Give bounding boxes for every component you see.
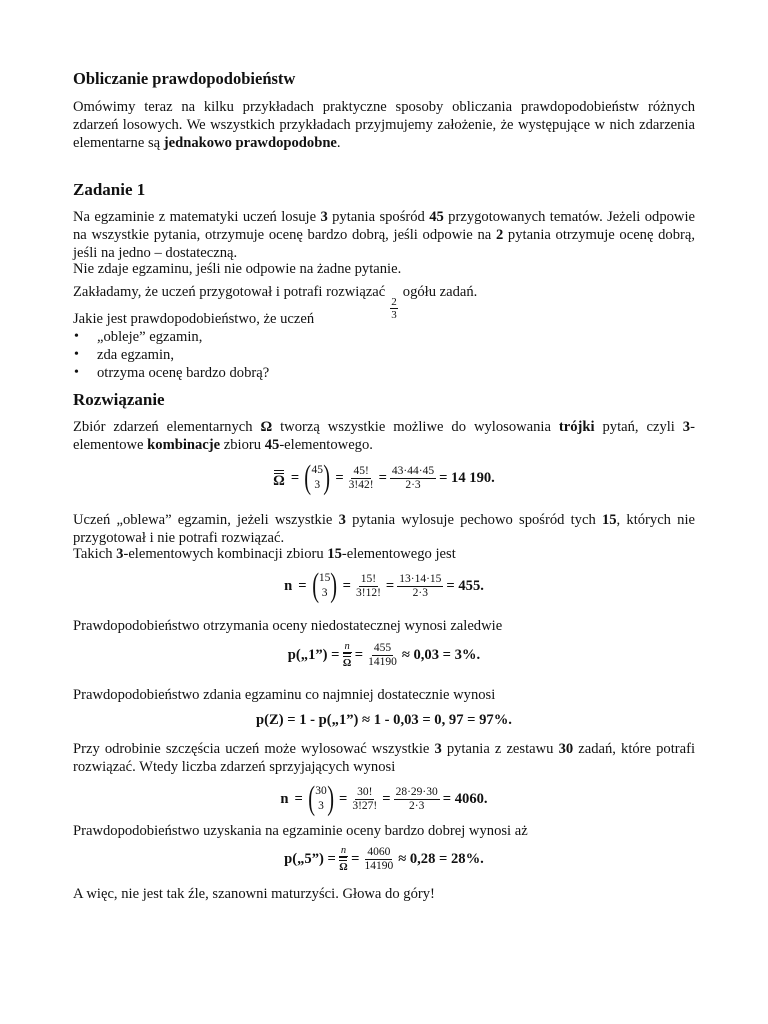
intro-bold: jednakowo prawdopodobne xyxy=(163,135,337,151)
omega-symbol: Ω xyxy=(273,472,285,489)
solution-bold: 15 xyxy=(327,546,342,562)
closing-line: A więc, nie jest tak źle, szanowni maturzyści. Głowa do góry! xyxy=(73,886,435,902)
fraction xyxy=(366,642,399,669)
equals-sign: = xyxy=(298,577,307,594)
fraction xyxy=(347,465,376,492)
fraction-numerator: 2 xyxy=(391,296,397,308)
solution-text: Uczeń „oblewa” egzamin, jeżeli wszystkie xyxy=(73,512,339,528)
equals-sign: = xyxy=(335,469,344,486)
fraction-denominator: 3 xyxy=(391,309,397,321)
binomial-bottom: 3 xyxy=(318,800,324,812)
solution-bold: 3 xyxy=(338,512,346,528)
task-text: Na egzaminie z matematyki uczeń losuje xyxy=(73,209,321,225)
binomial-bottom: 3 xyxy=(321,587,328,599)
equation-n-fail xyxy=(0,569,768,603)
equation-p5: p(„5”) = $\frac{n}{\Omega}$ = $\frac{4060}{14190}$ ≈ 0,28 = 28%. xyxy=(284,845,484,873)
solution-text: pytania z zestawu xyxy=(441,741,559,757)
list-item: • zda egzamin, xyxy=(73,346,269,364)
fraction-denominator: 2·3 xyxy=(412,586,428,599)
binomial: ( 45 3 ) xyxy=(304,459,331,496)
intro-text: Omówimy teraz na kilku przykładach praktyczne sposoby obliczania prawdopodobieństw różnych zdarzeń losowych. We wszystkich przykładach przyjmujemy założenie, że występujące w nich zdarzenia elementarne są xyxy=(73,99,695,151)
omega-denominator xyxy=(339,857,347,874)
fraction-numerator: 45! xyxy=(353,464,369,477)
binomial: ( 30 3 ) xyxy=(308,780,334,817)
task-question: Jakie jest prawdopodobieństwo, że uczeń xyxy=(73,311,315,327)
omega-symbol: Ω xyxy=(339,862,348,873)
solution-text: Przy odrobinie szczęścia uczeń może wylosować wszystkie xyxy=(73,741,435,757)
solution-text: Zbiór zdarzeń elementarnych xyxy=(73,419,261,435)
equation-result: = 455. xyxy=(446,577,484,594)
solution-text: , których nie przygotował i nie potrafi rozwiązać. xyxy=(73,512,695,546)
solution-text: -elementowego jest xyxy=(341,546,456,562)
question-list xyxy=(73,328,269,382)
intro-paragraph xyxy=(73,98,695,152)
equation-result: = 4060. xyxy=(442,790,488,807)
equation-lhs: n xyxy=(280,790,289,807)
equals-sign: = xyxy=(378,469,387,486)
fraction-denominator: 3!12! xyxy=(356,586,381,599)
omega-denominator xyxy=(343,653,351,670)
equals-sign: = xyxy=(382,790,391,807)
solution-text: -elementowych kombinacji zbioru xyxy=(123,546,328,562)
fraction xyxy=(343,641,352,670)
fraction-numerator: n xyxy=(340,845,347,856)
solution-paragraph-5: Prawdopodobieństwo zdania egzaminu co najmniej dostatecznie wynosi xyxy=(73,687,496,703)
equation-lhs: p(„1”) = xyxy=(287,647,340,663)
fraction-denominator: 14190 xyxy=(368,656,397,668)
task-text: Zakładamy, że uczeń przygotował i potrafi rozwiązać xyxy=(73,284,386,300)
solution-paragraph-1 xyxy=(73,418,695,454)
fraction-numerator: 43·44·45 xyxy=(391,464,435,477)
fraction xyxy=(390,465,436,492)
equals-sign: = xyxy=(339,790,348,807)
fraction-denominator: 3!27! xyxy=(352,799,378,812)
equals-sign: = xyxy=(290,469,300,486)
solution-bold: 15 xyxy=(601,512,617,528)
solution-paragraph-3 xyxy=(73,545,695,563)
solution-paragraph-7: Prawdopodobieństwo uzyskania na egzaminie oceny bardzo dobrej wynosi aż xyxy=(73,823,528,839)
intro-end: . xyxy=(336,135,341,151)
page-title: Obliczanie prawdopodobieństw xyxy=(73,69,296,88)
task-text: pytania otrzymuje ocenę dobrą, jeśli na jedno – dostateczną. xyxy=(73,227,696,261)
binomial: ( 15 3 ) xyxy=(311,567,338,604)
fraction-numerator: 455 xyxy=(373,642,392,654)
equals-sign: = xyxy=(385,577,395,594)
equation-p1: p(„1”) = $\frac{n}{\Omega}$ = $\frac{455}{14190}$ ≈ 0,03 = 3%. xyxy=(287,641,481,669)
list-item: • otrzyma ocenę bardzo dobrą? xyxy=(73,364,269,382)
task-heading: Zadanie 1 xyxy=(73,180,146,199)
equation-omega xyxy=(0,461,768,495)
equation-result: ≈ 0,03 = 3%. xyxy=(401,647,481,663)
solution-bold: kombinacje xyxy=(147,437,221,453)
equation-pz xyxy=(0,712,768,729)
omega-symbol: Ω xyxy=(342,658,352,669)
equation-lhs: p(„5”) = xyxy=(284,851,336,867)
fraction xyxy=(394,786,440,813)
binomial-top: 30 xyxy=(315,785,327,797)
solution-heading: Rozwiązanie xyxy=(73,390,165,409)
binomial-top: 15 xyxy=(318,572,331,584)
fraction-numerator: 4060 xyxy=(367,846,391,858)
task-paragraph xyxy=(73,208,695,262)
fraction-numerator: n xyxy=(344,641,350,652)
solution-paragraph-6 xyxy=(73,740,695,776)
fraction-numerator: 28·29·30 xyxy=(395,785,438,798)
fraction-denominator: 2·3 xyxy=(405,478,421,491)
task-num: 2 xyxy=(495,227,504,243)
solution-bold: 30 xyxy=(558,741,574,757)
solution-text: zbioru xyxy=(220,437,265,453)
equation-text: p(Z) = 1 - p(„1”) ≈ 1 - 0,03 = 0, 97 = 97%. xyxy=(256,712,512,728)
omega-symbol: Ω xyxy=(260,419,273,435)
solution-bold: 3 xyxy=(682,419,691,435)
list-item: • „obleje” egzamin, xyxy=(73,328,269,346)
fraction xyxy=(362,846,395,873)
equation-result: ≈ 0,28 = 28%. xyxy=(398,851,484,867)
solution-paragraph-2 xyxy=(73,511,695,547)
solution-text: -elementowe xyxy=(73,419,695,453)
solution-text: Takich xyxy=(73,546,117,562)
task-num: 3 xyxy=(320,209,328,225)
fraction-numerator: 30! xyxy=(357,785,373,798)
binomial-bottom: 3 xyxy=(314,479,321,491)
fraction-numerator: 15! xyxy=(360,572,377,585)
solution-text: zadań, które potrafi rozwiązać. Wtedy liczba zdarzeń sprzyjających wynosi xyxy=(73,741,695,775)
fraction-numerator: 13·14·15 xyxy=(399,572,442,585)
solution-paragraph-4: Prawdopodobieństwo otrzymania oceny niedostatecznej wynosi zaledwie xyxy=(73,618,503,634)
fraction-denominator: 3!42! xyxy=(348,478,374,491)
fraction xyxy=(350,786,379,813)
fraction xyxy=(339,845,348,874)
equation-lhs: n xyxy=(284,577,293,594)
solution-bold: 45 xyxy=(264,437,280,453)
equals-sign: = xyxy=(342,577,351,594)
fraction-denominator: 2·3 xyxy=(409,799,425,812)
equation-result: = 14 190. xyxy=(439,469,495,486)
task-text: pytania spośród xyxy=(327,209,430,225)
solution-text: pytania wylosuje pechowo spośród tych xyxy=(345,512,602,528)
fraction-denominator: 14190 xyxy=(364,860,394,872)
fraction xyxy=(397,573,443,600)
solution-bold: 3 xyxy=(116,546,124,562)
task-text: przygotowanych tematów. Jeżeli odpowie na wszystkie pytania, otrzymuje ocenę bardzo dobrą, jeśli odpowie na xyxy=(73,209,695,243)
equation-n-success xyxy=(0,782,768,816)
equals-sign: = xyxy=(294,790,303,807)
fraction xyxy=(354,573,383,600)
task-line-no-pass: Nie zdaje egzaminu, jeśli nie odpowie na żadne pytanie. xyxy=(73,261,402,277)
binomial-top: 45 xyxy=(311,464,323,476)
solution-text: pytań, czyli xyxy=(594,419,683,435)
omega-lhs xyxy=(273,470,285,487)
task-text: ogółu zadań. xyxy=(402,284,478,300)
solution-text: -elementowego. xyxy=(279,437,373,453)
task-num: 45 xyxy=(429,209,444,225)
solution-bold: 3 xyxy=(434,741,442,757)
solution-text: tworzą wszystkie możliwe do wylosowania xyxy=(272,419,559,435)
solution-bold: trójki xyxy=(558,419,595,435)
